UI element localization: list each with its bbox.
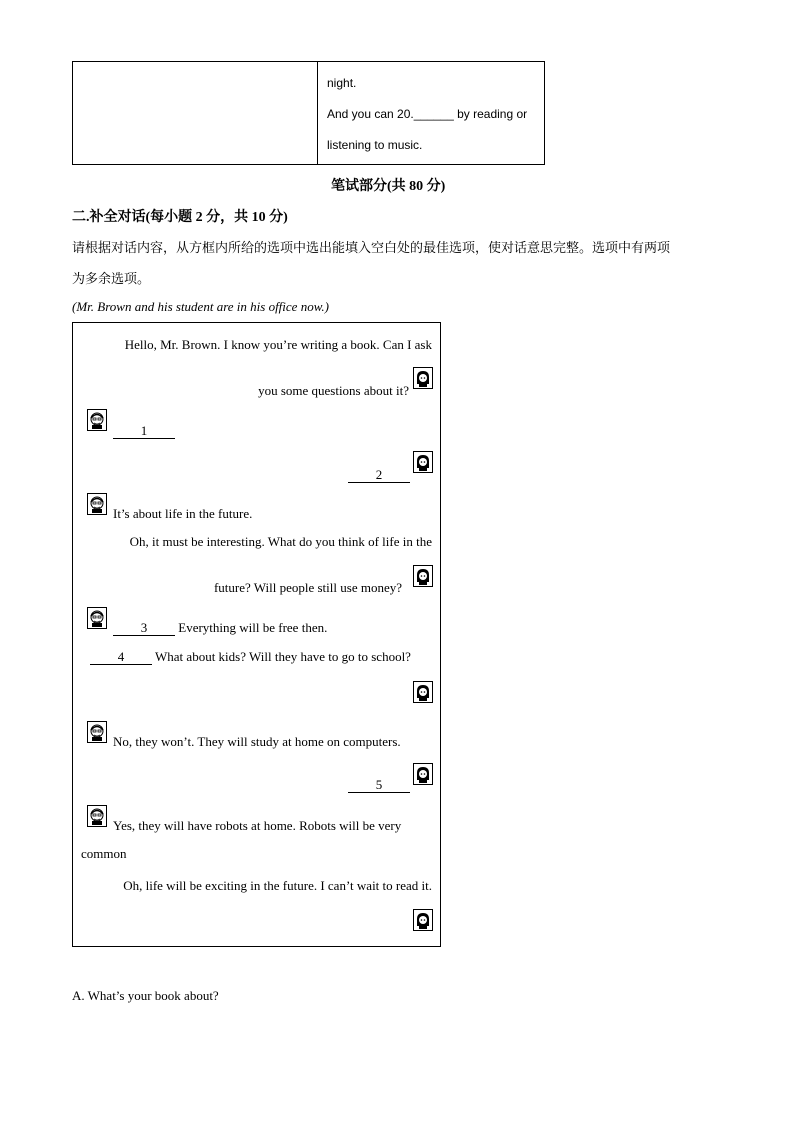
dialogue-line: It’s about life in the future. xyxy=(113,506,253,521)
student-avatar-icon xyxy=(413,909,433,931)
dialogue-line: future? Will people still use money? xyxy=(213,580,402,595)
blank-3[interactable]: 3 xyxy=(113,621,175,636)
blank-4[interactable]: 4 xyxy=(90,650,152,665)
blank-number: 5 xyxy=(348,778,410,793)
dialogue-line xyxy=(113,620,327,636)
blank-number: 2 xyxy=(348,468,410,483)
student-avatar-icon xyxy=(413,763,433,785)
dialogue-box xyxy=(72,322,441,947)
table-cell-line: And you can 20.______ by reading or xyxy=(327,107,528,121)
blank-2[interactable] xyxy=(348,467,410,483)
table-cell-line: night. xyxy=(327,76,357,90)
top-table xyxy=(72,61,545,165)
student-avatar-icon xyxy=(413,367,433,389)
dialogue-line: common xyxy=(81,846,127,861)
student-avatar-icon xyxy=(413,681,433,703)
dialogue-line: you some questions about it? xyxy=(258,383,409,398)
teacher-avatar-icon xyxy=(87,493,107,515)
instruction-text: 请根据对话内容，从方框内所给的选项中选出能填入空白处的最佳选项，使对话意思完整。选项中有两项 xyxy=(72,241,671,256)
teacher-avatar-icon xyxy=(87,805,107,827)
teacher-avatar-icon xyxy=(87,409,107,431)
table-cell-line: listening to music. xyxy=(327,138,423,152)
dialogue-line: No, they won’t. They will study at home on computers. xyxy=(113,734,401,749)
table-divider xyxy=(317,62,318,164)
option-a: A. What’s your book about? xyxy=(72,988,219,1003)
blank-number: 1 xyxy=(113,424,175,439)
context-note: (Mr. Brown and his student are in his office now.) xyxy=(72,299,329,314)
dialogue-line: Oh, life will be exciting in the future. I can’t wait to read it. xyxy=(123,878,432,893)
dialogue-line: Oh, it must be interesting. What do you think of life in the xyxy=(129,534,432,549)
teacher-avatar-icon xyxy=(87,607,107,629)
instruction-text: 为多余选项。 xyxy=(72,272,151,287)
dialogue-line: Yes, they will have robots at home. Robots will be very xyxy=(113,818,402,833)
written-part-title: 笔试部分(共 80 分) xyxy=(331,179,446,194)
dialogue-line xyxy=(90,649,411,665)
section-title: 二.补全对话(每小题 2 分，共 10 分) xyxy=(72,210,288,225)
dialogue-line: Hello, Mr. Brown. I know you’re writing a book. Can I ask xyxy=(124,337,432,352)
student-avatar-icon xyxy=(413,451,433,473)
blank-1[interactable] xyxy=(113,423,175,439)
teacher-avatar-icon xyxy=(87,721,107,743)
dialogue-text: What about kids? Will they have to go to school? xyxy=(155,649,411,664)
blank-5[interactable] xyxy=(348,777,410,793)
dialogue-text: Everything will be free then. xyxy=(178,620,328,635)
student-avatar-icon xyxy=(413,565,433,587)
